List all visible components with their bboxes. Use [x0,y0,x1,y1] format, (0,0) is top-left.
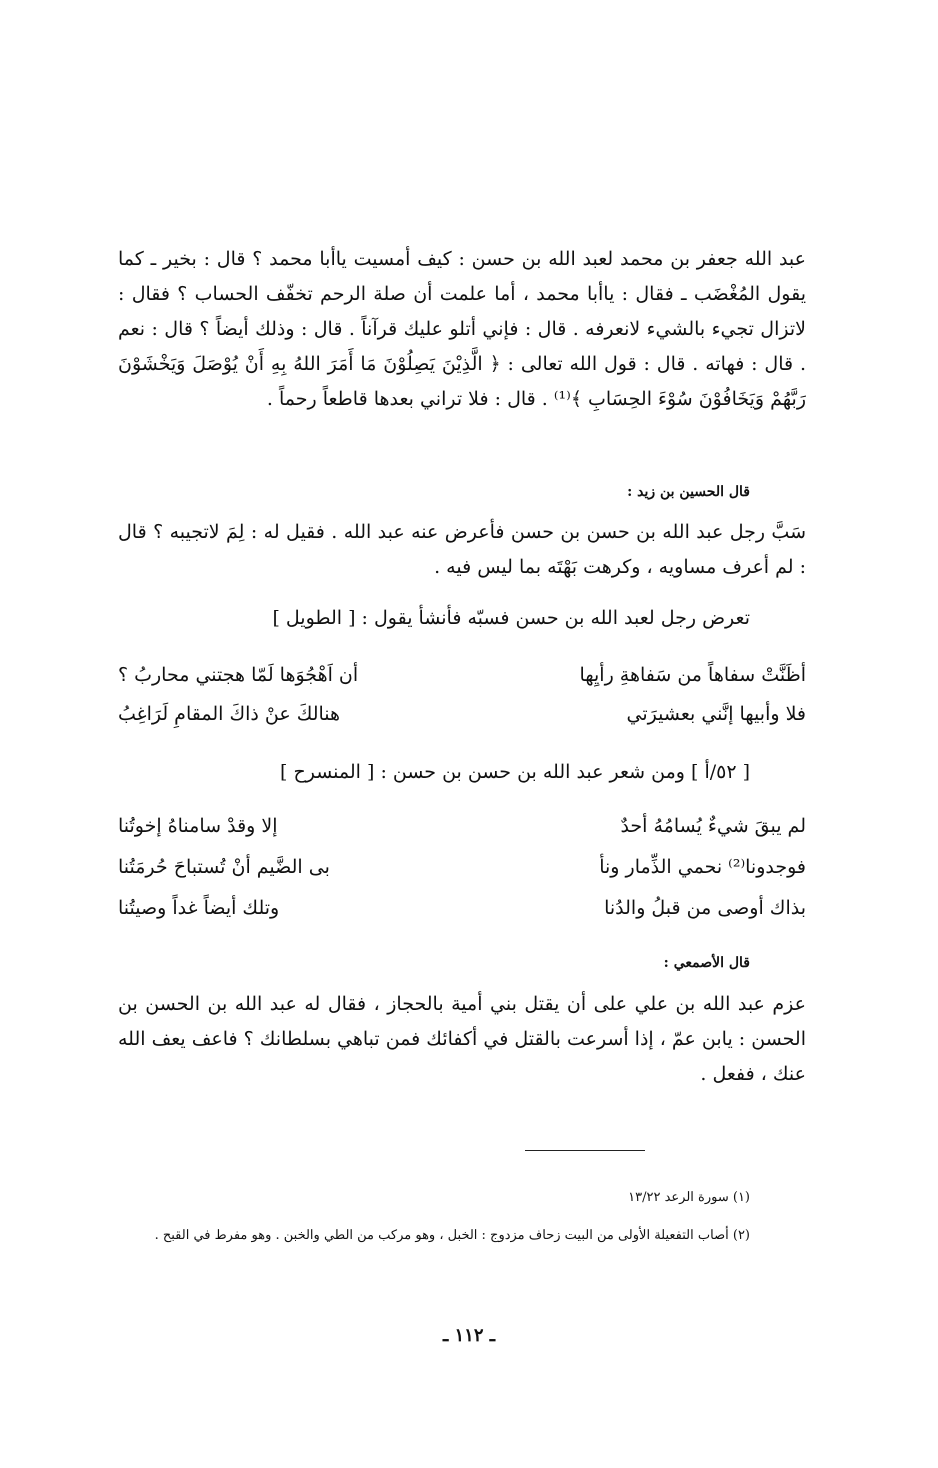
footnote-separator [525,1150,645,1151]
footnote-2: (٢) أصاب التفعيلة الأولى من البيت زحاف مزدوج : الخبل ، وهو مركب من الطي والخبن . وهو مفرط في القبح . [154,1228,750,1243]
poem1-verse-1 [118,664,806,696]
paragraph-jafar: عبد الله جعفر بن محمد لعبد الله بن حسن : كيف أمسيت ياأبا محمد ؟ قال : بخير ـ كما يقول المُغْضَب ـ فقال : ياأبا محمد ، أما علمت أن صلة الرحم تخفّف الحساب ؟ فقال : لاتزال تجيء بالشيء لانعرفه . قال : فإني أتلو عليك قرآناً . قال : وذلك أيضاً ؟ قال : نعم . قال : فهاته . قال : قول الله تعالى : ﴿ الَّذِيْنَ يَصِلُوْنَ مَا أَمَرَ اللهُ بِهِ أَنْ يُوْصَلَ وَيَخْشَوْنَ رَبَّهُمْ وَيَخَافُوْنَ سُوْءَ الحِسَابِ ﴾⁽¹⁾ . قال : فلا تراني بعدها قاطعاً رحماً . [118,248,806,410]
poem2-verse-1 [118,815,806,847]
heading-husayn: قال الحسين بن زيد : [627,484,750,500]
hemistich-second: وتلك أيضاً غداً وصيتُنا [118,897,280,919]
hemistich-first: فلا وأبيها إنَّني بعشيرَتي [626,703,806,725]
heading-asmai: قال الأصمعي : [663,955,750,971]
paragraph-insult: سَبَّ رجل عبد الله بن حسن بن حسن فأعرض عنه عبد الله . فقيل له : لِمَ لاتجيبه ؟ قال : لم أعرف مساويه ، وكرهت بَهْتَه بما ليس فيه . [118,521,806,578]
hemistich-second: أن اَهْجُوَها لَمّا هجتني محاربُ ؟ [118,664,359,686]
page-number: ـ ١١٢ ـ [442,1325,496,1346]
hemistich-first: بذاك أوصى من قبلُ والدُنا [604,897,806,919]
poem1-intro: تعرض رجل لعبد الله بن حسن فسبّه فأنشأ يقول : [ الطويل ] [272,607,750,629]
footnote-1: (١) سورة الرعد ١٣/٢٢ [628,1190,750,1205]
poem2-intro: [ ٥٢/أ ] ومن شعر عبد الله بن حسن بن حسن : [ المنسرح ] [280,761,750,783]
hemistich-second: بى الضَّيم أنْ تُستباحَ حُرمَتُنا [118,856,330,878]
hemistich-second: إلا وقدْ سامناهُ إخوتُنا [118,815,278,837]
hemistich-first: أظَنَّتْ سفاهاً من سَفاهةِ رأيِها [579,664,806,686]
hemistich-first: لم يبقَ شيءٌ يُسامُهُ أحدٌ [620,815,806,837]
hemistich-first: فوجدونا⁽²⁾ نحمي الذِّمار ونأ [599,856,806,878]
poem2-verse-2 [118,856,806,888]
paragraph-abdullah-ali: عزم عبد الله بن علي على أن يقتل بني أمية بالحجاز ، فقال له عبد الله بن الحسن بن الحسن : يابن عمّ ، إذا أسرعت بالقتل في أكفائك فمن تباهي بسلطانك ؟ فاعف يعف الله عنك ، ففعل . [118,993,806,1085]
hemistich-second: هنالكَ عنْ ذاكَ المقامِ لَرَاغِبُ [118,703,341,725]
poem1-verse-2 [118,703,806,735]
poem2-verse-3 [118,897,806,929]
